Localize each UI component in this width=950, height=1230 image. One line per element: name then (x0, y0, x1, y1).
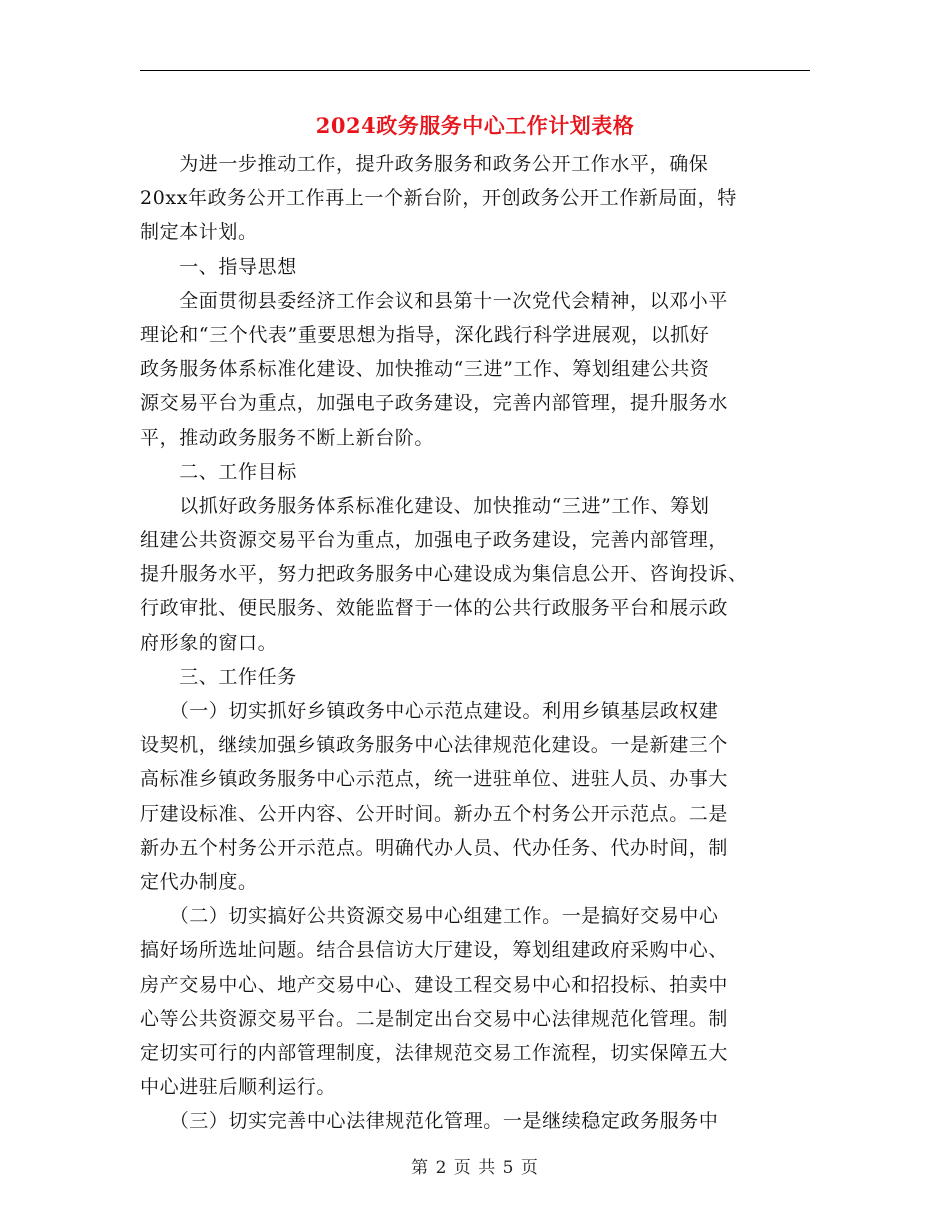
text-line: （一）切实抓好乡镇政务中心示范点建设。利用乡镇基层政权建 (140, 700, 719, 722)
text-line: 中心进驻后顺利运行。 (140, 1076, 337, 1099)
text-line: 制定本计划。 (140, 221, 258, 244)
page-number: 第 2 页 共 5 页 (411, 1158, 539, 1178)
text-line: 定切实可行的内部管理制度，法律规范交易工作流程，切实保障五大 (140, 1041, 729, 1064)
text-line: （二）切实搞好公共资源交易中心组建工作。一是搞好交易中心 (140, 905, 719, 928)
text-line: 房产交易中心、地产交易中心、建设工程交易中心和招投标、拍卖中 (140, 973, 729, 996)
text-line: 为进一步推动工作，提升政务服务和政务公开工作水平，确保 (140, 153, 709, 175)
text-line: 以抓好政务服务体系标准化建设、加快推动“三进”工作、筹划 (140, 494, 710, 517)
document-body (140, 147, 810, 1138)
text-line: 理论和“三个代表”重要思想为指导，深化践行科学进展观，以抓好 (140, 323, 710, 346)
text-line: 平，推动政务服务不断上新台阶。 (140, 426, 435, 449)
text-line: 组建公共资源交易平台为重点，加强电子政务建设，完善内部管理， (140, 529, 729, 552)
text-line: 厅建设标准、公开内容、公开时间。新办五个村务公开示范点。二是 (140, 802, 729, 825)
section-heading: 二、工作目标 (140, 460, 297, 483)
text-line: 行政审批、便民服务、效能监督于一体的公共行政服务平台和展示政 (140, 597, 729, 620)
section-heading: 一、指导思想 (140, 255, 297, 278)
section-heading: 三、工作任务 (140, 665, 297, 688)
text-line: 设契机，继续加强乡镇政务服务中心法律规范化建设。一是新建三个 (140, 734, 729, 757)
text-line: 新办五个村务公开示范点。明确代办人员、代办任务、代办时间，制 (140, 836, 729, 859)
header-rule (140, 70, 810, 71)
text-line: 全面贯彻县委经济工作会议和县第十一次党代会精神，以邓小平 (140, 289, 729, 312)
text-line: 高标准乡镇政务服务中心示范点，统一进驻单位、进驻人员、办事大 (140, 768, 729, 791)
document-title: 2024政务服务中心工作计划表格 (315, 113, 635, 138)
text-line: 20xx年政务公开工作再上一个新台阶，开创政务公开工作新局面，特 (140, 187, 737, 210)
text-line: 定代办制度。 (140, 870, 258, 893)
text-line: 提升服务水平，努力把政务服务中心建设成为集信息公开、咨询投诉、 (140, 563, 748, 586)
text-line: 府形象的窗口。 (140, 631, 278, 654)
text-line: 源交易平台为重点，加强电子政务建设，完善内部管理，提升服务水 (140, 392, 729, 415)
text-line: （三）切实完善中心法律规范化管理。一是继续稳定政务服务中 (140, 1110, 719, 1133)
text-line: 心等公共资源交易平台。二是制定出台交易中心法律规范化管理。制 (140, 1007, 729, 1030)
text-line: 政务服务体系标准化建设、加快推动“三进”工作、筹划组建公共资 (140, 358, 710, 381)
text-line: 搞好场所选址问题。结合县信访大厅建设，筹划组建政府采购中心、 (140, 939, 729, 962)
